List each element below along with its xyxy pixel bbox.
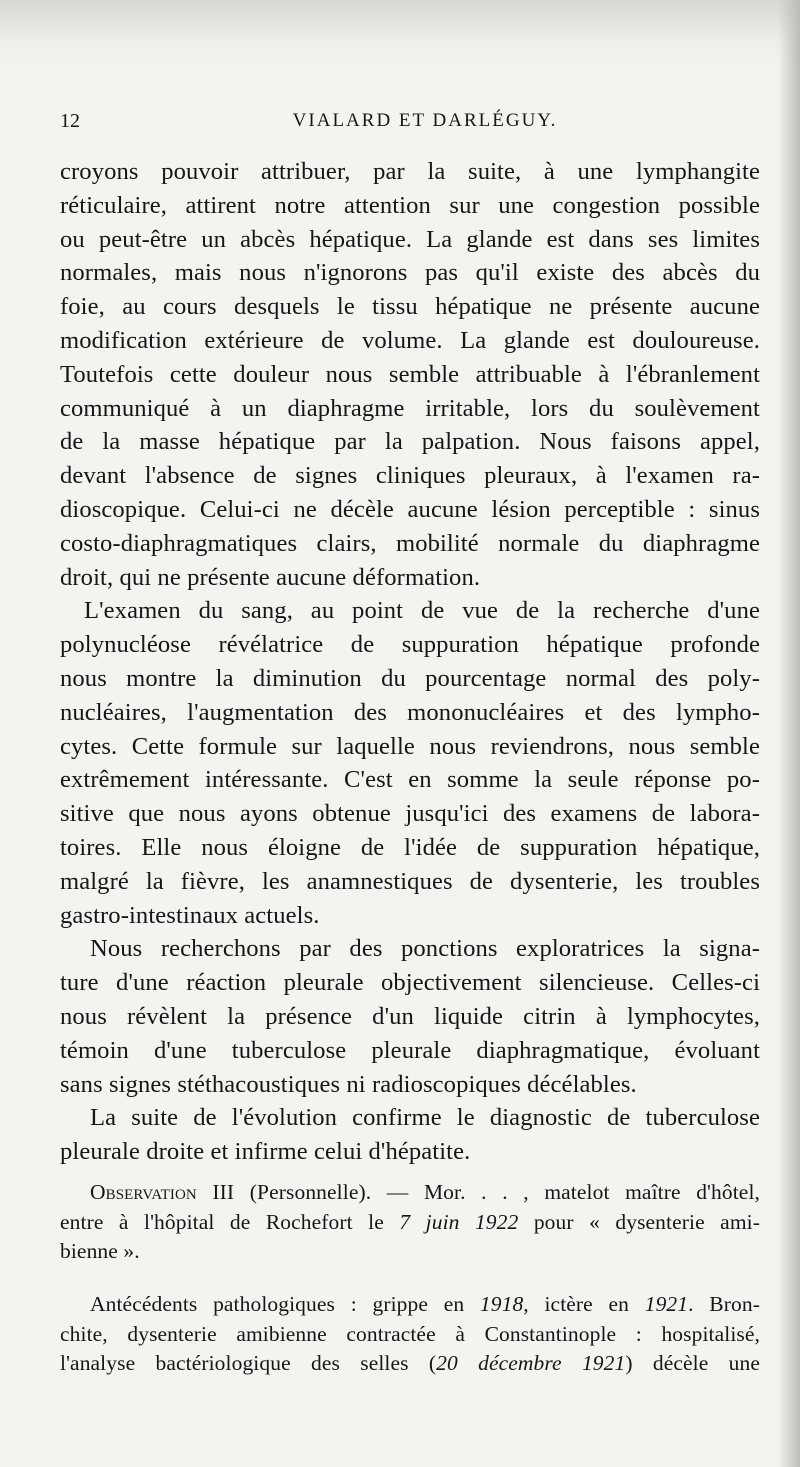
observation-date: 7 juin 1922 (399, 1209, 519, 1234)
text-line: L'examen du sang, au point de vue de la recherche d'une (84, 597, 760, 625)
body-text (60, 155, 760, 1169)
text-line: devant l'absence de signes cliniques pleuraux, à l'examen ra- (60, 462, 760, 490)
page-number: 12 (60, 110, 80, 132)
text-line: ou peut-être un abcès hépatique. La glande est dans ses limites (60, 225, 760, 253)
antecedents-text: Antécédents pathologiques : grippe en (90, 1292, 465, 1316)
antecedents-year: 1921 (644, 1292, 689, 1316)
page-top-edge (0, 0, 800, 70)
paragraph-1 (60, 155, 760, 594)
text-line: modification extérieure de volume. La glande est douloureuse. (60, 326, 760, 354)
text-line: sans signes stéthacoustiques ni radioscopiques décélables. (60, 1070, 637, 1098)
text-line: chite, dysenterie amibienne contractée à Constantinople : hospitalisé, (60, 1321, 760, 1346)
antecedents-text: ) décèle une (625, 1351, 760, 1375)
page-right-edge (778, 0, 800, 1467)
text-line: réticulaire, attirent notre attention sur une congestion possible (60, 191, 760, 219)
observation-text: (Personnelle). — Mor. . . , matelot maître d'hôtel, (249, 1180, 760, 1204)
text-line (60, 1208, 760, 1238)
text-line: La suite de l'évolution confirme le diagnostic de tuberculose (90, 1104, 760, 1132)
running-head: VIALARD ET DARLÉGUY. (292, 110, 558, 131)
observation-text: pour « dysenterie ami- (533, 1209, 760, 1234)
text-line: normales, mais nous n'ignorons pas qu'il existe des abcès du (60, 259, 760, 287)
antecedents-year: 1918 (479, 1292, 524, 1316)
text-line: Toutefois cette douleur nous semble attribuable à l'ébranlement (60, 360, 760, 388)
text-line: croyons pouvoir attribuer, par la suite, à une lymphangite (60, 158, 760, 185)
text-line: de la masse hépatique par la palpation. Nous faisons appel, (60, 428, 760, 456)
antecedents-text: . Bron- (688, 1292, 760, 1316)
text-line: nous révèlent la présence d'un liquide citrin à lymphocytes, (60, 1002, 760, 1030)
observation-block (60, 1178, 760, 1267)
paragraph-3 (60, 932, 760, 1101)
text-line: dioscopique. Celui-ci ne décèle aucune lésion perceptible : sinus (60, 495, 760, 523)
text-line (60, 1178, 760, 1208)
text-line: cytes. Cette formule sur laquelle nous reviendrons, nous semble (60, 732, 760, 760)
paragraph-2 (60, 594, 760, 932)
text-line: pleurale droite et infirme celui d'hépatite. (60, 1138, 471, 1166)
antecedents-date: 20 décembre 1921 (436, 1351, 626, 1375)
text-line: gastro-intestinaux actuels. (60, 901, 320, 929)
page-header (60, 110, 760, 140)
text-line: droit, qui ne présente aucune déformation. (60, 563, 481, 591)
text-line: communiqué à un diaphragme irritable, lors du soulèvement (60, 394, 760, 422)
text-line: costo-diaphragmatiques clairs, mobilité normale du diaphragme (60, 529, 760, 557)
text-line (60, 1349, 760, 1379)
antecedents-text: , ictère en (523, 1292, 630, 1316)
text-line: foie, au cours desquels le tissu hépatique ne présente aucune (60, 293, 760, 321)
text-line: témoin d'une tuberculose pleurale diaphragmatique, évoluant (60, 1036, 760, 1064)
observation-text: entre à l'hôpital de Rochefort le (60, 1209, 384, 1234)
text-line: ture d'une réaction pleurale objectivement silencieuse. Celles-ci (60, 969, 760, 997)
text-line (60, 1290, 760, 1320)
text-line: malgré la fièvre, les anamnestiques de dysenterie, les troubles (60, 867, 760, 895)
paragraph-4 (60, 1101, 760, 1169)
text-line: nucléaires, l'augmentation des mononucléaires et des lympho- (60, 698, 760, 726)
text-line: polynucléose révélatrice de suppuration hépatique profonde (60, 631, 760, 659)
text-line: bienne ». (60, 1239, 140, 1263)
text-line: toires. Elle nous éloigne de l'idée de suppuration hépatique, (60, 833, 760, 861)
antecedents-text: l'analyse bactériologique des selles ( (60, 1351, 437, 1375)
antecedents-block (60, 1290, 760, 1379)
text-line: extrêmement intéressante. C'est en somme la seule réponse po- (60, 766, 760, 794)
text-line: nous montre la diminution du pourcentage normal des poly- (60, 664, 760, 692)
observation-label: Observation III (90, 1180, 235, 1204)
text-line: Nous recherchons par des ponctions exploratrices la signa- (90, 935, 760, 963)
text-line: sitive que nous ayons obtenue jusqu'ici des examens de labora- (60, 800, 760, 828)
